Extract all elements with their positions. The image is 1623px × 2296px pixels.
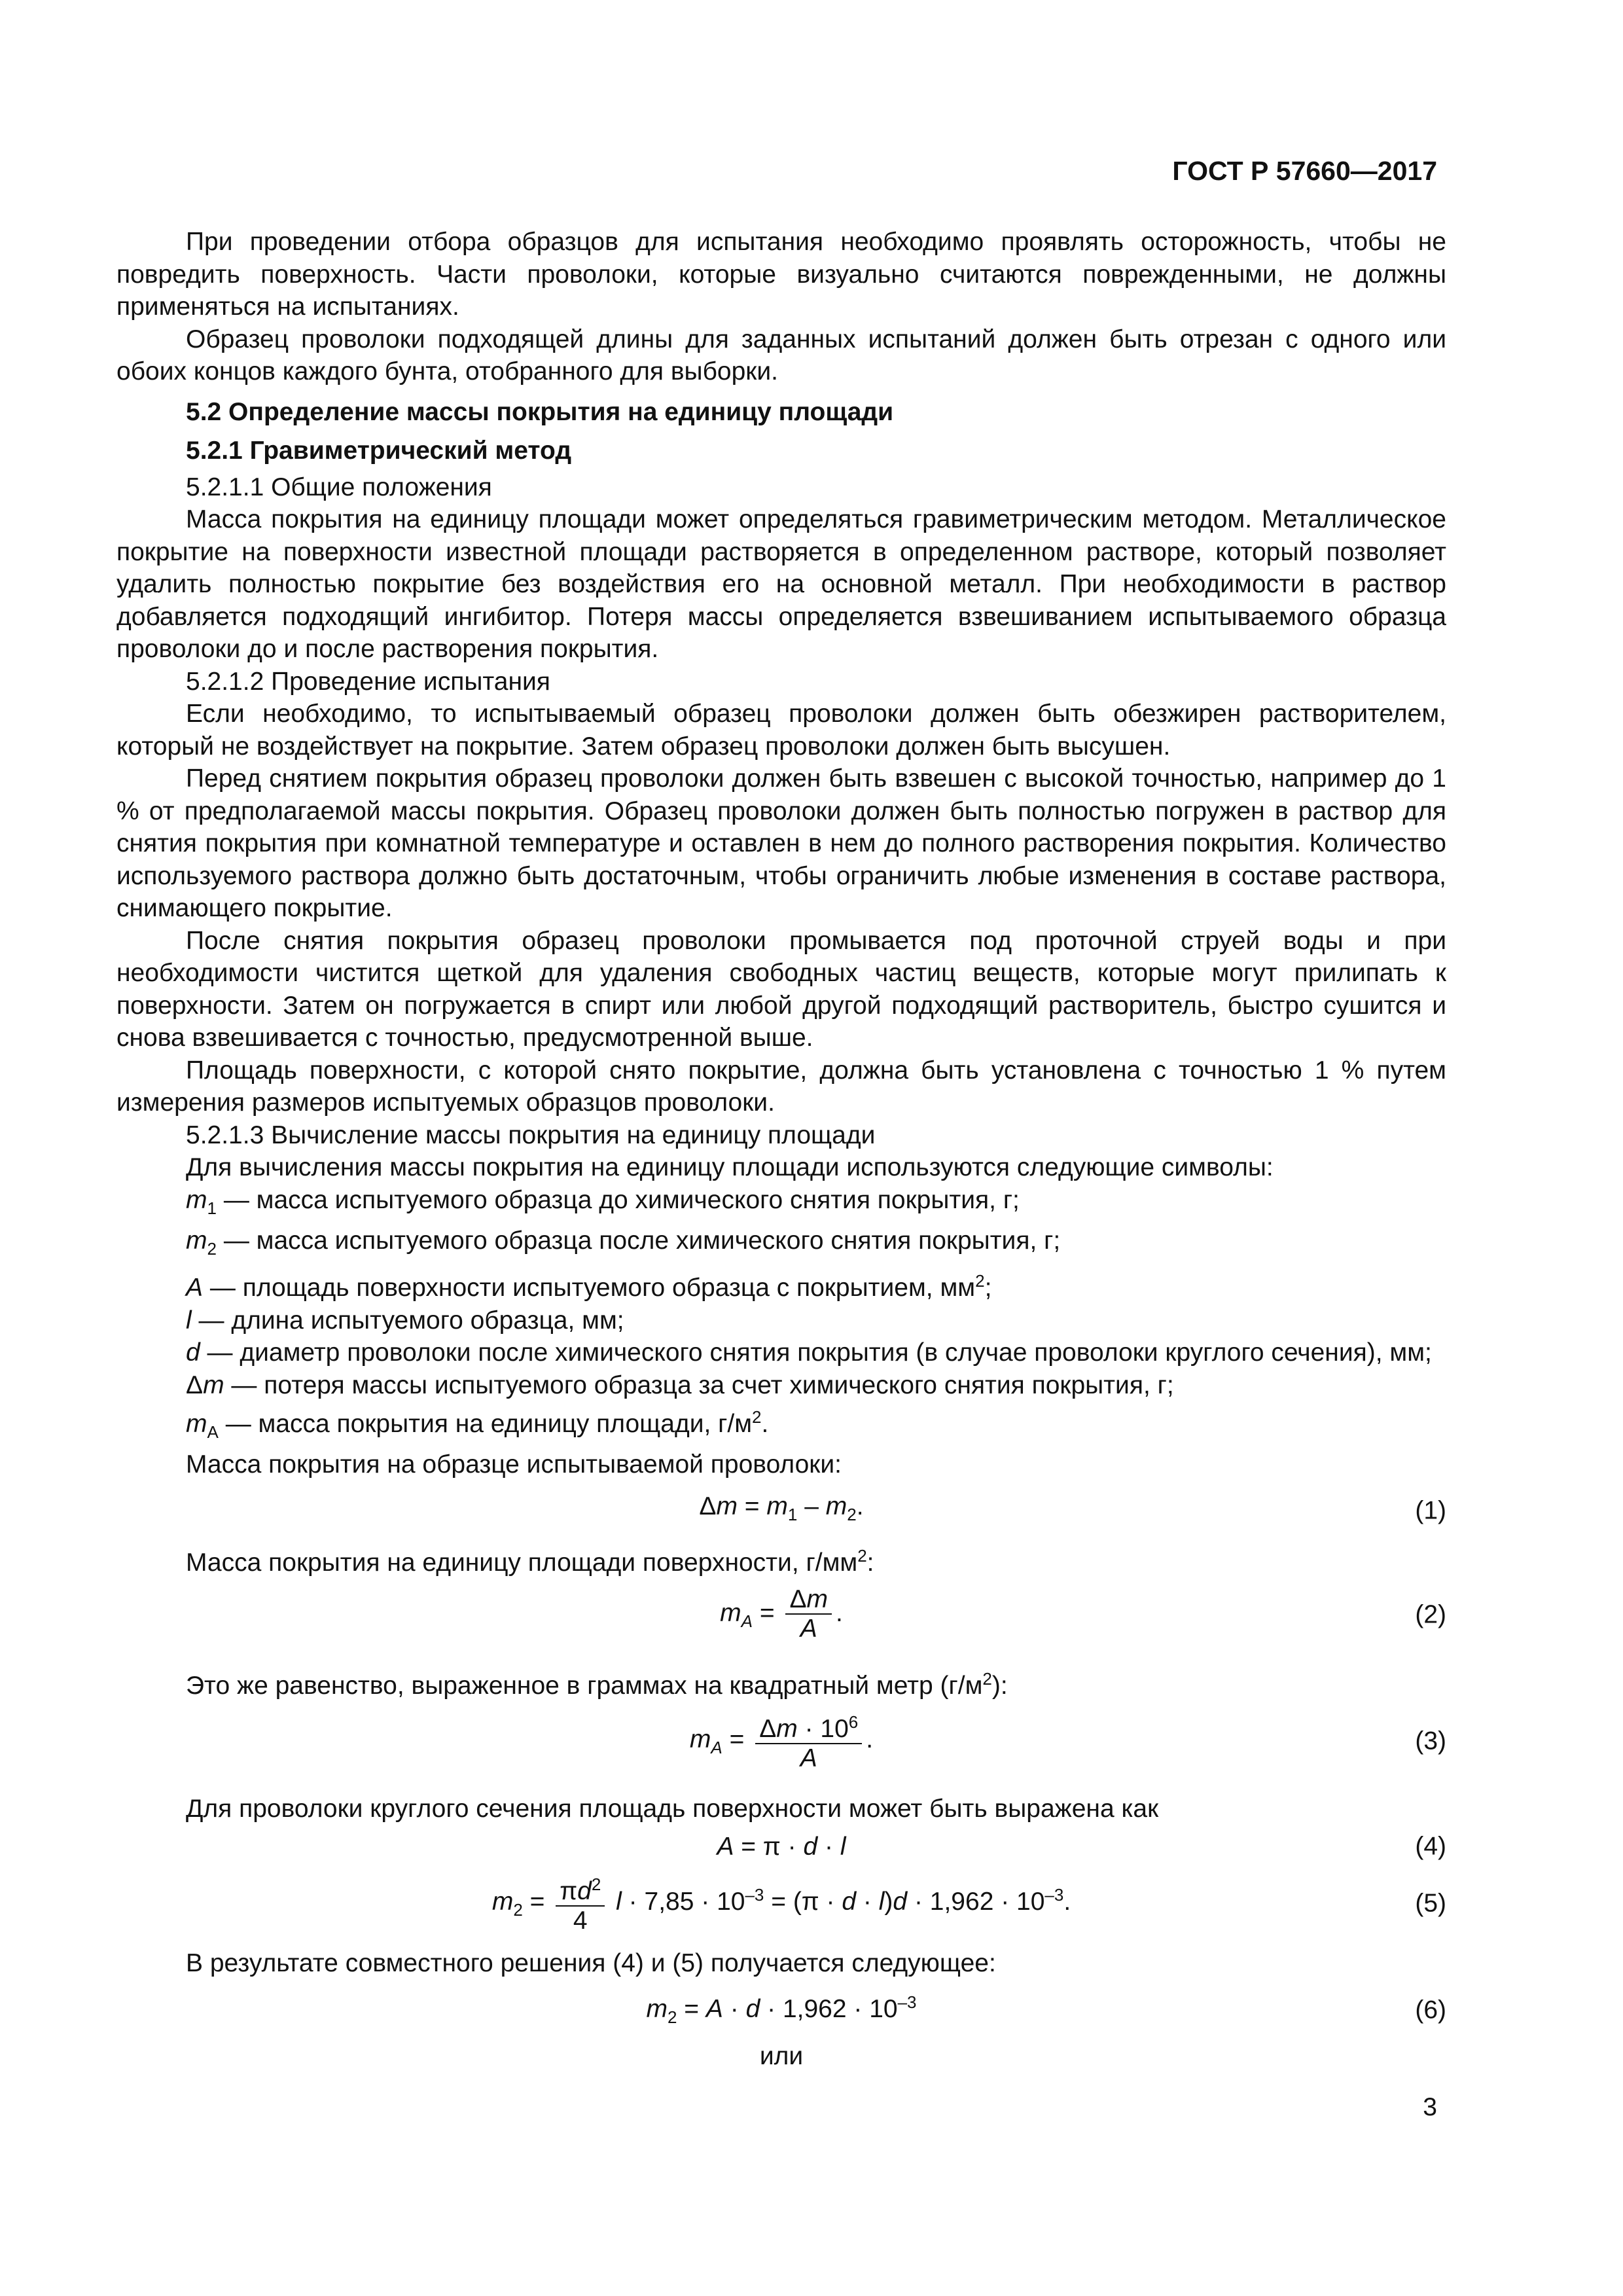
paragraph: Масса покрытия на образце испытываемой проволоки: [186,1450,842,1479]
formula-number: (6) [1415,1996,1446,2024]
symbol-delta-m: Δm — потеря массы испытуемого образца за счет химического снятия покрытия, г; [186,1371,1174,1399]
subsection-title-5-2-1-1: 5.2.1.1 Общие положения [186,473,492,501]
paragraph: После снятия покрытия образец проволоки промывается под проточной струей воды и при необходимости чистится щеткой для удаления свободных частиц веществ, которые могут прилипать к поверхности. Затем он погружается в спирт или любой другой подходящий растворитель, быстро сушится и снова взвешивается с точностью, предусмотренной выше. [116,926,1446,1052]
paragraph: Для вычисления массы покрытия на единицу площади используются следующие символы: [186,1153,1274,1181]
paragraph: Масса покрытия на единицу площади может определяться гравиметрическим методом. Металлическое покрытие на поверхности известной площади растворяется в определенном растворе, который позволяет удалить полностью покрытие без воздействия его на основной металл. При необходимости в раствор добавляется подходящий ингибитор. Потеря массы определяется взвешиванием испытываемого образца проволоки до и после растворения покрытия. [116,505,1446,663]
section-heading-5-2-1: 5.2.1 Гравиметрический метод [186,437,572,465]
formula-1: $\Delta m = m_1 - m_2$. (1) [116,1490,1446,1531]
paragraph: В результате совместного решения (4) и (5) получается следующее: [186,1949,996,1978]
formula-number: (1) [1415,1496,1446,1525]
formula-number: (4) [1415,1832,1446,1861]
symbol-m1: $m_1$ — масса испытуемого образца до химического снятия покрытия, г; [186,1185,1020,1218]
page-number: 3 [1423,2093,1437,2121]
paragraph: Площадь поверхности, с которой снято покрытие, должна быть установлена с точностью 1 % путем измерения размеров испытуемых образцов проволоки. [116,1056,1446,1117]
formula-number: (5) [1415,1888,1446,1917]
symbol-a: A — площадь поверхности испытуемого образца с покрытием, $мм^2$; [186,1271,992,1302]
symbol-l: l — длина испытуемого образца, мм; [186,1306,624,1335]
subsection-title-5-2-1-3: 5.2.1.3 Вычисление массы покрытия на единицу площади [186,1121,876,1149]
paragraph: Если необходимо, то испытываемый образец проволоки должен быть обезжирен растворителем, который не воздействует на покрытие. Затем образец проволоки должен быть высушен. [116,700,1446,761]
document-header: ГОСТ Р 57660—2017 [1172,156,1437,186]
paragraph: При проведении отбора образцов для испытания необходимо проявлять осторожность, чтобы не повредить поверхность. Части проволоки, которые визуально считаются поврежденными, не должны применяться на испытаниях. [116,228,1446,321]
symbol-m2: $m_2$ — масса испытуемого образца после химического снятия покрытия, г; [186,1226,1061,1259]
formula-3: $m_A$ = $\frac{\Delta m \cdot 10^6}{A}$ . (3) [116,1708,1446,1773]
subsection-title-5-2-1-2: 5.2.1.2 Проведение испытания [186,667,550,696]
document-body [116,226,1446,2076]
paragraph: Образец проволоки подходящей длины для заданных испытаний должен быть отрезан с одного или обоих концов каждого бунта, отобранного для выборки. [116,325,1446,386]
formula-2: $m_A$ = $\frac{\Delta m}{A}$ . (2) [720,1585,1446,1643]
symbol-d: d — диаметр проволоки после химического снятия покрытия (в случае проволоки круглого сечения), мм; [186,1338,1432,1367]
formula-5: $m_2$ = $\frac{\pi d^2}{4}$ $l \cdot 7,85 \cdot 10^{-3} = (\pi \cdot d \cdot l)d \cdot 1,962 \cdot 10^{-3}$. (5) [116,1871,1446,1935]
paragraph: Это же равенство, выраженное в граммах на квадратный метр $(г/м^2)$: [186,1668,1008,1700]
section-heading-5-2: 5.2 Определение массы покрытия на единицу площади [186,397,894,426]
paragraph: Перед снятием покрытия образец проволоки должен быть взвешен с высокой точностью, например до 1 % от предполагаемой массы покрытия. Образец проволоки должен быть полностью погружен в раствор для снятия покрытия при комнатной температуре и оставлен в нем до полного растворения покрытия. Количество используемого раствора должно быть достаточным, чтобы ограничить любые изменения в составе раствора, снимающего покрытие. [116,764,1446,922]
formula-number: (3) [1415,1726,1446,1755]
formula-number: (2) [1415,1600,1446,1628]
conjunction-or: или [759,2041,804,2070]
paragraph: Для проволоки круглого сечения площадь поверхности может быть выражена как [186,1795,1159,1823]
symbol-ma: $m_A$ — масса покрытия на единицу площади, $г/м^2$. [186,1407,769,1442]
formula-6: $m_2 = A \cdot d \cdot 1,962 \cdot 10^{-3}$ (6) [646,1992,1446,2027]
paragraph: Масса покрытия на единицу площади поверхности, $г/мм^2$: [186,1546,874,1577]
formula-4: A = π · d · l (4) [116,1831,1446,1863]
